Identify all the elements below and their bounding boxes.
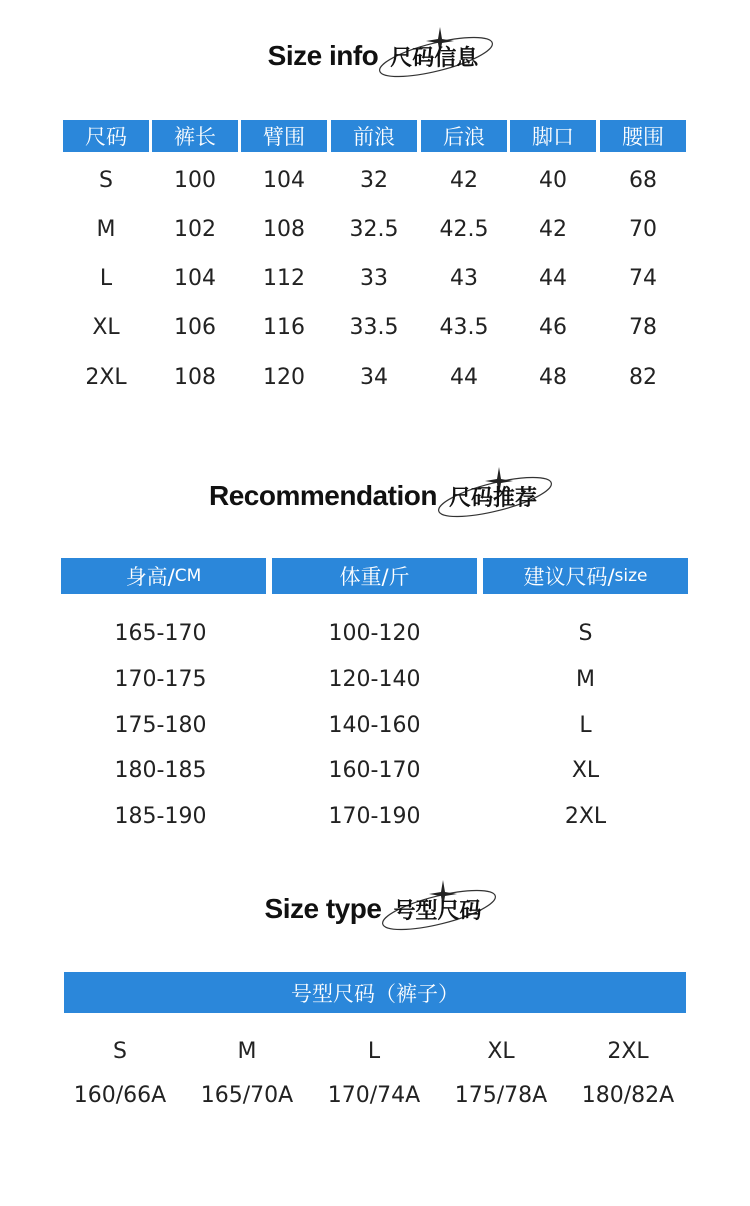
size-info-title — [0, 40, 750, 72]
recommendation-cell: 180-185 — [114, 758, 207, 783]
size-info-cell: L — [99, 266, 113, 291]
size-type-code-cell: 180/82A — [581, 1083, 675, 1108]
recommendation-cell: 170-175 — [114, 667, 207, 692]
size-info-header-cell: 脚口 — [510, 120, 596, 152]
recommendation-header-cell: 建议尺码/ size — [483, 558, 688, 594]
size-info-cell: 120 — [263, 365, 305, 390]
size-info-header-cell: 腰围 — [600, 120, 686, 152]
size-info-cell: 48 — [539, 365, 567, 390]
size-info-cell: 116 — [263, 315, 305, 340]
size-info-cell: 108 — [174, 365, 216, 390]
size-info-header-cell: 臂围 — [241, 120, 327, 152]
recommendation-header-cell: 身高/ CM — [61, 558, 266, 594]
size-type-size-cell: 2XL — [607, 1039, 649, 1064]
size-info-header-cell: 尺码 — [63, 120, 149, 152]
recommendation-cell: 160-170 — [328, 758, 421, 783]
size-info-cell: 102 — [174, 217, 216, 242]
size-info-cell: 106 — [174, 315, 216, 340]
size-info-header-cell: 后浪 — [421, 120, 507, 152]
size-info-cell: 44 — [539, 266, 567, 291]
recommendation-cell: 170-190 — [328, 804, 421, 829]
size-info-cell: 44 — [450, 365, 478, 390]
size-info-cell: 112 — [263, 266, 305, 291]
size-type-code-cell: 165/70A — [200, 1083, 294, 1108]
size-info-cell: XL — [92, 315, 120, 340]
size-info-cell: M — [96, 217, 116, 242]
size-type-size-cell: XL — [487, 1039, 515, 1064]
recommendation-cell: 140-160 — [328, 713, 421, 738]
size-info-cell: 104 — [174, 266, 216, 291]
size-type-title-en: Size type — [264, 893, 382, 924]
size-info-cell: 32 — [360, 168, 388, 193]
size-type-code-cell: 170/74A — [327, 1083, 421, 1108]
recommendation-cell: S — [578, 621, 593, 646]
size-info-cell: 108 — [263, 217, 305, 242]
size-info-cell: 2XL — [85, 365, 127, 390]
recommendation-cell: L — [579, 713, 592, 738]
size-type-title-cn: 号型尺码 — [393, 898, 482, 924]
size-type-code-cell: 175/78A — [454, 1083, 548, 1108]
size-info-cell: 33.5 — [349, 315, 399, 340]
size-info-cell: 42.5 — [439, 217, 489, 242]
recommendation-title — [0, 480, 750, 512]
recommendation-title-en: Recommendation — [209, 480, 437, 511]
size-info-cell: 74 — [629, 266, 657, 291]
size-type-header: 号型尺码（裤子） — [64, 972, 686, 1013]
size-info-cell: 32.5 — [349, 217, 399, 242]
recommendation-cell: XL — [571, 758, 600, 783]
size-info-cell: 42 — [450, 168, 478, 193]
recommendation-cell: 120-140 — [328, 667, 421, 692]
size-type-size-cell: M — [237, 1039, 257, 1064]
recommendation-cell: 185-190 — [114, 804, 207, 829]
size-info-cell: 68 — [629, 168, 657, 193]
size-type-code-cell: 160/66A — [73, 1083, 167, 1108]
recommendation-header-cell: 体重/斤 — [272, 558, 477, 594]
size-info-cell: 104 — [263, 168, 305, 193]
size-info-cell: 43.5 — [439, 315, 489, 340]
size-type-size-cell: S — [113, 1039, 127, 1064]
size-info-cell: 82 — [629, 365, 657, 390]
size-type-size-cell: L — [367, 1039, 381, 1064]
size-info-cell: 78 — [629, 315, 657, 340]
size-info-cell: 34 — [360, 365, 388, 390]
recommendation-cell: 165-170 — [114, 621, 207, 646]
size-info-cell: 46 — [539, 315, 567, 340]
size-info-cell: 100 — [174, 168, 216, 193]
recommendation-cell: 2XL — [564, 804, 607, 829]
recommendation-cell: M — [576, 667, 595, 692]
recommendation-title-cn: 尺码推荐 — [448, 485, 537, 511]
recommendation-cell: 175-180 — [114, 713, 207, 738]
size-info-cell: 70 — [629, 217, 657, 242]
size-info-header-cell: 裤长 — [152, 120, 238, 152]
size-info-title-cn: 尺码信息 — [390, 45, 479, 71]
size-type-title — [0, 893, 750, 925]
size-info-cell: 33 — [360, 266, 388, 291]
recommendation-cell: 100-120 — [328, 621, 421, 646]
size-info-cell: S — [99, 168, 113, 193]
size-info-cell: 40 — [539, 168, 567, 193]
size-info-cell: 42 — [539, 217, 567, 242]
size-info-header-cell: 前浪 — [331, 120, 417, 152]
size-info-title-en: Size info — [267, 40, 379, 71]
size-info-cell: 43 — [450, 266, 478, 291]
